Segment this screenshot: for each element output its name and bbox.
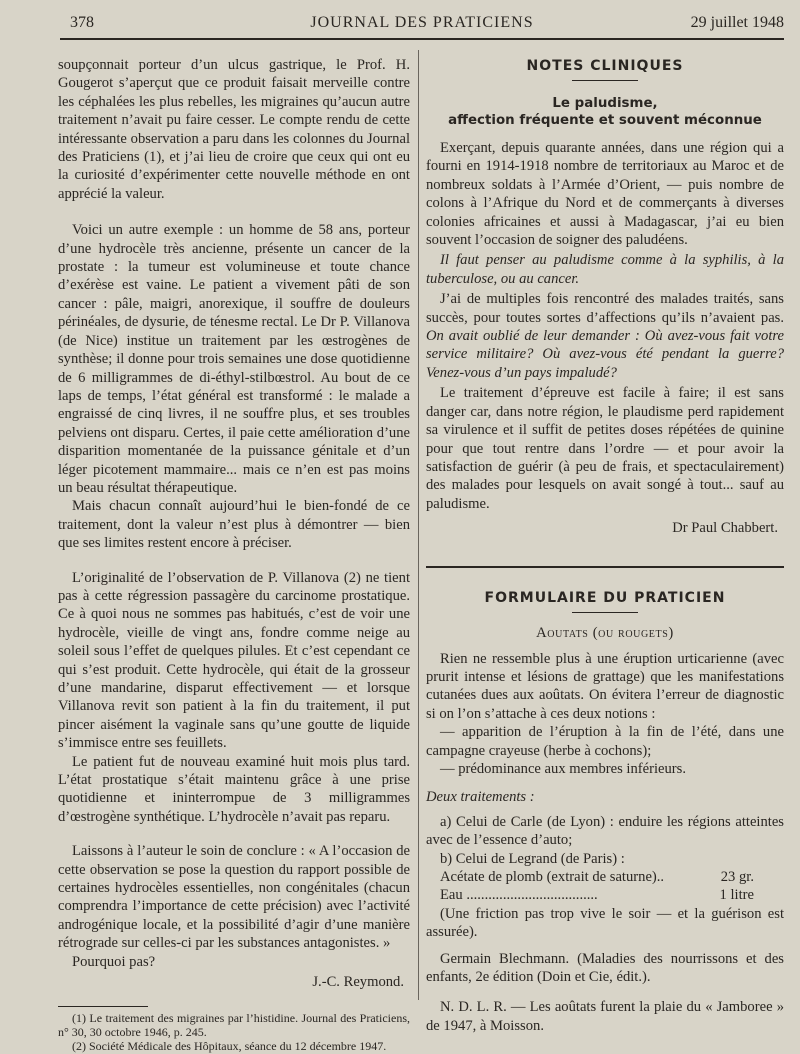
footnote-2: (2) Société Médicale des Hôpitaux, séance du 12 décembre 1947. xyxy=(72,1039,387,1054)
notes-paragraph-2: Il faut penser au paludisme comme à la syphilis, à la tuberculose, ou au cancer. xyxy=(426,252,784,287)
article-title-line-1: Le paludisme, xyxy=(552,96,658,111)
right-column xyxy=(426,50,784,1035)
section-rule-2 xyxy=(572,612,638,613)
footnote-rule xyxy=(58,1006,148,1007)
page-header xyxy=(60,12,784,40)
left-paragraph-4: L’originalité de l’observation de P. Villanova (2) ne tient pas à cette régression passagère du carcinome prostatique. Ce à quoi nous ne sommes pas habitués, c’est de voir une hydrocèle, vieille de vingt ans, fondre comme neige au soleil sous l’effet de quelques pilules. Et c’est cependant ce qui s’est produit. Cette hydrocèle, qui était de la grosseur d’une mandarine, disparut effectivement — et lorsque Villanova revit son patient à la fin du traitement, il put pincer aisément la vaginale sans qu’une goutte de liquide s’immisce entre ses feuillets. xyxy=(58,569,410,752)
notes-paragraph-1: Exerçant, depuis quarante années, dans une région qui a fourni en 1914-1918 nombre de territoriaux au Maroc et de nombreux soldats à l’Armée d’Orient, — puis nombre de colons à l’Afrique du Nord et de commerçants à diverses colonies africaines et aussi à Madagascar, j’ai eu bien souvent l’occasion de soigner des paludéens. xyxy=(426,140,784,249)
formula-table xyxy=(426,868,784,905)
notes-paragraph-3 xyxy=(426,290,784,382)
formula-row xyxy=(426,886,784,904)
left-paragraph-2: Voici un autre exemple : un homme de 58 ans, porteur d’une hydrocèle très ancienne, présente un cancer de la prostate : la tumeur est volumineuse et toute chance d’exérèse est vaine. Le patient a vivement pâti de son cancer : pâle, maigri, anorexique, il souffre de douleurs périnéales, de dysurie, de ténesme rectal. Le Dr P. Villanova (de Nice) institue un traitement par les œstrogènes de synthèse; il donne pour trois semaines une dose quotidienne de 6 milligrammes de di-éthyl-stilbœstrol. Au bout de ce laps de temps, l’état général est transformé : le malade a engraissé de cinq livres, il ne souffre plus, et ses troubles pelviens ont disparu. Certes, il paie cette amélioration d’une disparition momentanée de la puissance génitale et d’un léger picotement mammaire... mais ce n’en est pas moins un beau résultat thérapeutique. xyxy=(58,222,410,496)
notes-paragraph-4: Le traitement d’épreuve est facile à faire; il est sans danger car, dans notre région, le plaudisme perd rapidement sa virulence et il suffit de petites doses répétées de quinine pour que tout rentre dans l’ordre — et pour avoir la satisfaction de guérir (à peu de frais, et spectaculairement) des malades pour lesquels on avait songé à tout... sauf au paludisme. xyxy=(426,385,784,512)
left-paragraph-3: Mais chacun connaît aujourd’hui le bien-fondé de ce traitement, dont la valeur n’est plus à démontrer — bien que ses limites restent encore à préciser. xyxy=(58,498,410,552)
formulaire-reference: Germain Blechmann. (Maladies des nourrissons et des enfants, 2e édition (Doin et Cie, édit.). xyxy=(426,950,784,986)
formulaire-treatment-b: b) Celui de Legrand (de Paris) : xyxy=(440,850,625,867)
article-title-line-2: affection fréquente et souvent méconnue xyxy=(448,113,762,128)
formulaire-deux-traitements: Deux traitements : xyxy=(426,789,535,806)
footnote-1: (1) Le traitement des migraines par l’histidine. Journal des Praticiens, n° 30, 30 octobre 1946, p. 245. xyxy=(58,1010,410,1039)
left-paragraph-6: Laissons à l’auteur le soin de conclure : « A l’occasion de cette observation se pose la question du rapport possible de certaines hydrocèles essentielles, non congénitales (chacun comprendra l’importance de cette précision) avec l’activité androgénique locale, et la possibilité d’agir d’une manière rétrograde sur celles-ci par les substances antagonistes. » xyxy=(58,843,410,952)
formula-quantity: 1 litre xyxy=(719,887,754,904)
formulaire-ndlr: N. D. L. R. — Les aoûtats furent la plaie du « Jamboree » de 1947, à Moisson. xyxy=(426,999,784,1034)
section-separator xyxy=(426,566,784,568)
section-title-notes: NOTES CLINIQUES xyxy=(526,58,684,74)
left-column xyxy=(58,56,410,1054)
section-title-formulaire: FORMULAIRE DU PRATICIEN xyxy=(484,589,726,606)
formula-row xyxy=(426,868,784,886)
page-number: 378 xyxy=(70,14,94,31)
signature-chabbert: Dr Paul Chabbert. xyxy=(672,520,778,537)
left-paragraph-5: Le patient fut de nouveau examiné huit mois plus tard. L’état prostatique s’était maintenu grâce à une prise quotidienne et ininterrompue de 3 milligrammes d’œstrogène synthétique. L’hydrocèle n’avait pas reparu. xyxy=(58,753,410,825)
notes-paragraph-3-text: J’ai de multiples fois rencontré des malades traités, sans succès, pour toutes sortes d’affections qu’ils n’avaient pas. xyxy=(426,291,784,326)
formula-ingredient: Eau .................................... xyxy=(440,887,598,904)
left-paragraph-7: Pourquoi pas? xyxy=(72,953,156,970)
formulaire-notion-2: — prédominance aux membres inférieurs. xyxy=(440,760,686,777)
header-rule xyxy=(60,38,784,40)
formula-ingredient: Acétate de plomb (extrait de saturne).. xyxy=(440,869,665,885)
formulaire-subtitle: Aoutats (ou rougets) xyxy=(536,624,674,641)
formulaire-notion-1: — apparition de l’éruption à la fin de l’été, dans une campagne crayeuse (herbe à cochons); xyxy=(426,724,784,759)
column-divider xyxy=(418,50,419,1000)
formulaire-paragraph-1: Rien ne ressemble plus à une éruption urticarienne (avec prurit intense et lésions de grattage) que les manifestations cutanées dues aux aoûtats. On évitera l’erreur de diagnostic si on l’on s’attache à ces deux notions : xyxy=(426,650,784,722)
formula-quantity: 23 gr. xyxy=(720,869,754,885)
article-title xyxy=(426,95,784,129)
signature-reymond: J.-C. Reymond. xyxy=(312,974,404,991)
journal-title: JOURNAL DES PRATICIENS xyxy=(310,14,534,31)
left-paragraph-1: soupçonnait porteur d’un ulcus gastrique, le Prof. H. Gougerot s’aperçut que ce produit faisait merveille contre les céphalées les plus rebelles, les migraines qu’aucun autre traitement n’avait pu faire cesser. Le compte rendu de cette intéressante observation a paru dans les colonnes du Journal des Praticiens (1), et j’ai lieu de croire que ceux qui ont eu la curiosité d’expérimenter cette nouvelle méthode en ont apprécié la valeur. xyxy=(58,57,410,202)
formulaire-paragraph-2: (Une friction pas trop vive le soir — et la guérison est assurée). xyxy=(426,905,784,941)
formulaire-treatment-a: a) Celui de Carle (de Lyon) : enduire les régions atteintes avec de l’essence d’auto; xyxy=(426,813,784,849)
issue-date: 29 juillet 1948 xyxy=(690,14,784,31)
section-rule xyxy=(572,80,638,81)
notes-paragraph-3-question: On avait oublié de leur demander : Où avez-vous fait votre service militaire? Où avez-vous été pendant la guerre? Venez-vous d’un pays impaludé? xyxy=(426,328,784,381)
